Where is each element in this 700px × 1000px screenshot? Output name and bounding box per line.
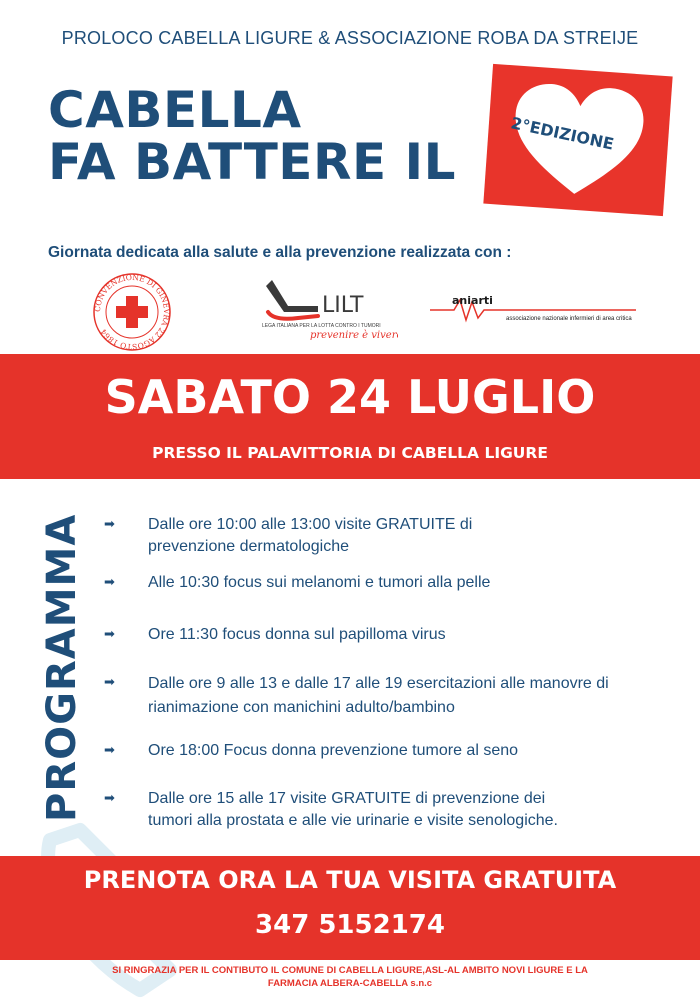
- title-line-1: CABELLA: [48, 81, 302, 139]
- arrow-right-icon: ➡: [104, 516, 115, 531]
- arrow-right-icon: ➡: [104, 790, 115, 805]
- program-item-text: Ore 11:30 focus donna sul papilloma virus: [148, 626, 446, 643]
- organizers-line: PROLOCO CABELLA LIGURE & ASSOCIAZIONE ROBA DA STREIJE: [61, 28, 639, 48]
- edition-label: 2°EDIZIONE: [509, 113, 616, 154]
- event-date: SABATO 24 LUGLIO: [104, 370, 596, 424]
- booking-phone[interactable]: 347 5152174: [255, 910, 445, 940]
- arrow-right-icon: ➡: [104, 674, 115, 689]
- title-line-2: FA BATTERE IL: [48, 133, 456, 191]
- arrow-right-icon: ➡: [104, 626, 115, 641]
- red-cross-logo: [90, 270, 174, 359]
- event-title: [48, 81, 456, 191]
- booking-title: PRENOTA ORA LA TUA VISITA GRATUITA: [83, 866, 617, 894]
- lilt-tagline: prevenire è vivere: [310, 330, 398, 341]
- acknowledgements: [40, 964, 660, 990]
- program-item-text: Dalle ore 10:00 alle 13:00 visite GRATUITE di prevenzione dermatologiche: [148, 516, 473, 555]
- program-heading: PROGRAMMA: [39, 513, 85, 822]
- lilt-name: LILT: [322, 293, 364, 318]
- program-item-text: Ore 18:00 Focus donna prevenzione tumore al seno: [148, 742, 519, 759]
- aniarti-full-name: associazione nazionale infermieri di area critica: [506, 316, 632, 322]
- lilt-logo: [258, 272, 398, 349]
- program-item-text: Alle 10:30 focus sui melanomi e tumori alla pelle: [148, 574, 491, 591]
- subtitle: Giornata dedicata alla salute e alla prevenzione realizzata con :: [48, 244, 512, 261]
- lilt-full-name: LEGA ITALIANA PER LA LOTTA CONTRO I TUMORI: [262, 323, 381, 329]
- arrow-right-icon: ➡: [104, 742, 115, 757]
- acknowledgements-line-2: FARMACIA ALBERA-CABELLA s.n.c: [267, 978, 433, 989]
- program-item-text: Dalle ore 15 alle 17 visite GRATUITE di prevenzione dei tumori alla prostata e alle vie urinarie e visite senologiche.: [148, 790, 558, 829]
- aniarti-logo: [430, 292, 640, 333]
- event-location: PRESSO IL PALAVITTORIA DI CABELLA LIGURE: [152, 444, 548, 462]
- acknowledgements-line-1: SI RINGRAZIA PER IL CONTIBUTO IL COMUNE DI CABELLA LIGURE,ASL-AL AMBITO NOVI LIGURE E LA: [112, 965, 588, 976]
- program-item-text: Dalle ore 9 alle 13 e dalle 17 alle 19 esercitazioni alle manovre di rianimazione con manichini adulto/bambino: [148, 675, 609, 716]
- cri-ring-text: CONVENZIONE DI GINEVRA 22 AGOSTO 1864: [92, 272, 172, 352]
- arrow-right-icon: ➡: [104, 574, 115, 589]
- aniarti-name: aniarti: [452, 294, 493, 307]
